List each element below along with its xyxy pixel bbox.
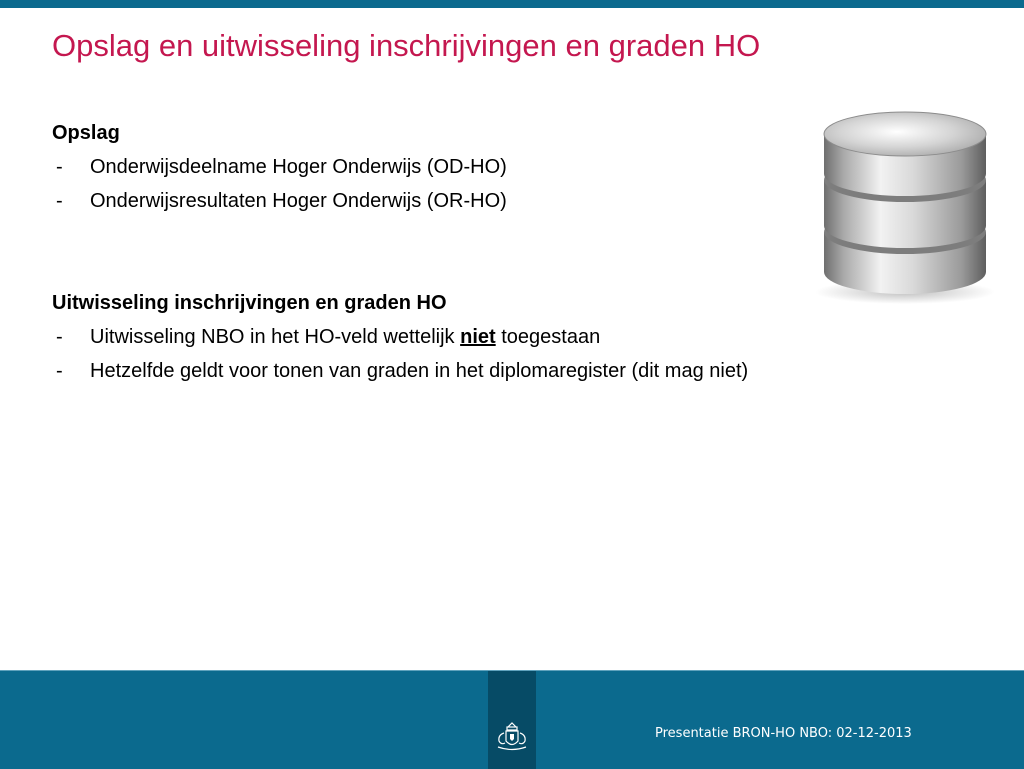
bullet-marker: - xyxy=(56,156,63,178)
section-heading-uitwisseling: Uitwisseling inschrijvingen en graden HO xyxy=(52,292,447,314)
database-icon xyxy=(812,104,998,304)
bullet-item xyxy=(52,354,952,388)
emphasis-text: niet xyxy=(460,326,496,348)
bullet-text: Onderwijsdeelname Hoger Onderwijs (OD-HO) xyxy=(90,156,507,178)
logo-block xyxy=(488,671,536,769)
bullet-marker: - xyxy=(56,190,63,212)
bullet-text-before: Uitwisseling NBO in het HO-veld wettelijk xyxy=(90,326,461,348)
bullet-text: Onderwijsresultaten Hoger Onderwijs (OR-HO) xyxy=(90,190,507,212)
footer-text: Presentatie BRON-HO NBO: 02-12-2013 xyxy=(655,726,912,741)
bullet-marker: - xyxy=(56,360,63,382)
slide-title: Opslag en uitwisseling inschrijvingen en graden HO xyxy=(52,28,761,63)
section-heading-opslag: Opslag xyxy=(52,122,120,144)
bullet-item xyxy=(52,320,952,354)
bullet-text-after: toegestaan xyxy=(495,326,601,348)
footer-bar xyxy=(0,670,1024,769)
bullet-marker: - xyxy=(56,326,63,348)
bullet-text: Hetzelfde geldt voor tonen van graden in het diplomaregister (dit mag niet) xyxy=(90,360,749,382)
coat-of-arms-icon xyxy=(490,721,534,753)
top-accent-bar xyxy=(0,0,1024,8)
